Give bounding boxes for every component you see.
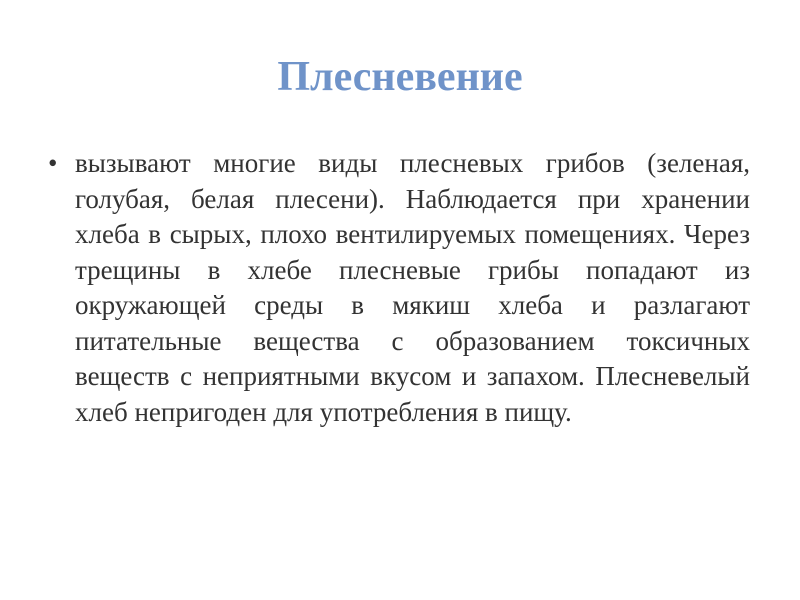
slide-content [48,146,750,430]
bullet-item [48,146,750,430]
slide-title: Плесневение [277,54,523,100]
bullet-text: вызывают многие виды плесневых грибов (зеленая, голубая, белая плесени). Наблюдается при хранении хлеба в сырых, плохо вентилируемых помещениях. Через трещины в хлебе плесневые грибы попадают из окружающей среды в мякиш хлеба и разлагают питательные вещества с образованием токсичных веществ с неприятными вкусом и запахом. Плесневелый хлеб непригоден для употребления в пищу. [75,148,750,427]
bullet-marker: • [48,148,58,178]
